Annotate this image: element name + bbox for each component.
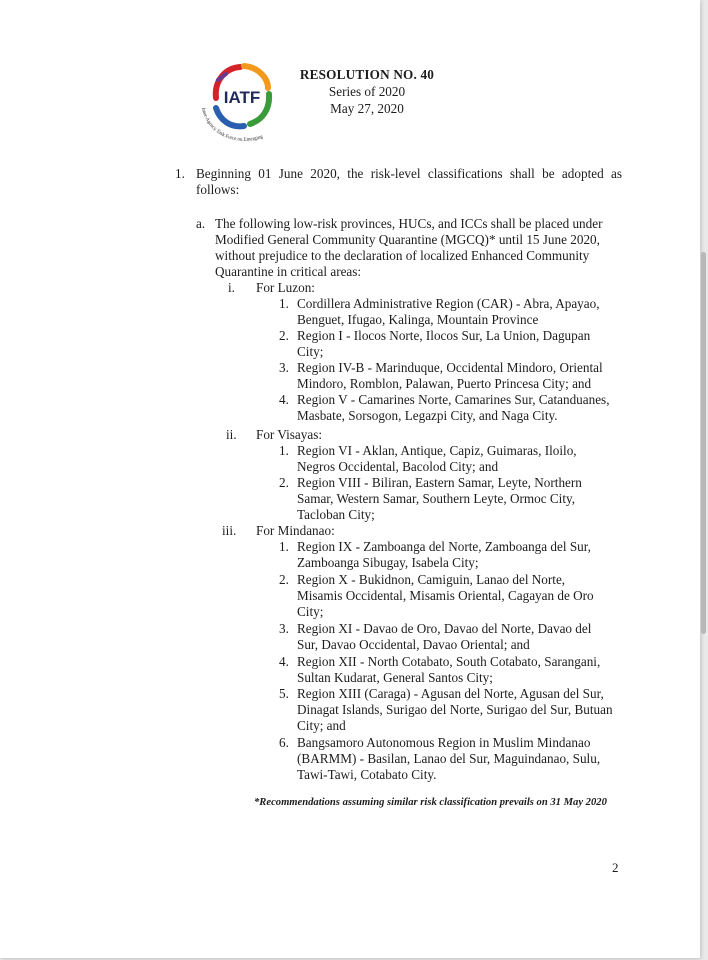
logo-text: IATF bbox=[223, 88, 261, 107]
item-1-marker: 1. bbox=[175, 166, 185, 181]
item-a-line-1: The following low-risk provinces, HUCs, and ICCs shall be placed under bbox=[215, 216, 603, 231]
visayas-item-2-marker: 2. bbox=[279, 475, 289, 490]
visayas-item-2-line-3: Tacloban City; bbox=[297, 507, 375, 522]
mindanao-item-1-line-2: Zamboanga Sibugay, Isabela City; bbox=[297, 555, 479, 570]
mindanao-item-4-line-1: Region XII - North Cotabato, South Cotabato, Sarangani, bbox=[297, 654, 601, 669]
luzon-item-3-line-1: Region IV-B - Marinduque, Occidental Mindoro, Oriental bbox=[297, 360, 603, 375]
item-a-line-4: Quarantine in critical areas: bbox=[215, 264, 362, 279]
luzon-item-2-line-2: City; bbox=[297, 344, 324, 359]
mindanao-item-6-line-1: Bangsamoro Autonomous Region in Muslim Mindanao bbox=[297, 735, 591, 750]
resolution-series: Series of 2020 bbox=[328, 84, 406, 99]
mindanao-item-2-line-2: Misamis Occidental, Misamis Oriental, Cagayan de Oro bbox=[297, 588, 594, 603]
luzon-item-1-line-1: Cordillera Administrative Region (CAR) - Abra, Apayao, bbox=[297, 296, 600, 311]
visayas-item-1-marker: 1. bbox=[279, 443, 289, 458]
luzon-item-4-line-2: Masbate, Sorsogon, Legazpi City, and Naga City. bbox=[297, 408, 558, 423]
item-a-line-2: Modified General Community Quarantine (MGCQ)* until 15 June 2020, bbox=[215, 232, 600, 247]
visayas-marker: ii. bbox=[226, 427, 237, 442]
mindanao-item-6-marker: 6. bbox=[279, 735, 289, 750]
footnote: *Recommendations assuming similar risk classification prevails on 31 May 2020 bbox=[254, 797, 607, 808]
mindanao-item-1-line-1: Region IX - Zamboanga del Norte, Zamboanga del Sur, bbox=[297, 539, 591, 554]
luzon-item-1-line-2: Benguet, Ifugao, Kalinga, Mountain Province bbox=[297, 312, 539, 327]
logo-ring-text: Inter-Agency Task Force on Emerging bbox=[200, 107, 264, 143]
luzon-item-2-marker: 2. bbox=[279, 328, 289, 343]
scrollbar[interactable] bbox=[701, 252, 706, 634]
mindanao-item-3-line-1: Region XI - Davao de Oro, Davao del Norte, Davao del bbox=[297, 621, 592, 636]
mindanao-item-5-line-3: City; and bbox=[297, 718, 346, 733]
mindanao-marker: iii. bbox=[222, 523, 237, 538]
mindanao-item-5-line-2: Dinagat Islands, Surigao del Norte, Surigao del Sur, Butuan bbox=[297, 702, 613, 717]
visayas-item-1-line-1: Region VI - Aklan, Antique, Capiz, Guimaras, Iloilo, bbox=[297, 443, 577, 458]
resolution-number: RESOLUTION NO. 40 bbox=[299, 67, 435, 82]
luzon-item-4-marker: 4. bbox=[279, 392, 289, 407]
mindanao-item-4-line-2: Sultan Kudarat, General Santos City; bbox=[297, 670, 493, 685]
page-number: 2 bbox=[612, 860, 619, 875]
visayas-item-2-line-1: Region VIII - Biliran, Eastern Samar, Leyte, Northern bbox=[297, 475, 582, 490]
mindanao-item-6-line-3: Tawi-Tawi, Cotabato City. bbox=[297, 767, 437, 782]
luzon-marker: i. bbox=[228, 280, 235, 295]
mindanao-item-6-line-2: (BARMM) - Basilan, Lanao del Sur, Maguindanao, Sulu, bbox=[297, 751, 601, 766]
item-1-line-2: follows: bbox=[196, 182, 240, 197]
mindanao-item-2-line-1: Region X - Bukidnon, Camiguin, Lanao del Norte, bbox=[297, 572, 566, 587]
mindanao-item-4-marker: 4. bbox=[279, 654, 289, 669]
mindanao-item-2-marker: 2. bbox=[279, 572, 289, 587]
item-1-line-1: Beginning 01 June 2020, the risk-level classifications shall be adopted as bbox=[196, 166, 622, 181]
mindanao-item-3-line-2: Sur, Davao Occidental, Davao Oriental; and bbox=[297, 637, 530, 652]
visayas-item-2-line-2: Samar, Western Samar, Southern Leyte, Ormoc City, bbox=[297, 491, 576, 506]
mindanao-item-5-line-1: Region XIII (Caraga) - Agusan del Norte, Agusan del Sur, bbox=[297, 686, 604, 701]
resolution-header bbox=[292, 66, 442, 117]
mindanao-label: For Mindanao: bbox=[256, 523, 335, 538]
iatf-logo-graphic bbox=[196, 58, 286, 150]
luzon-label: For Luzon: bbox=[256, 280, 315, 295]
mindanao-item-3-marker: 3. bbox=[279, 621, 289, 636]
mindanao-item-5-marker: 5. bbox=[279, 686, 289, 701]
luzon-item-4-line-1: Region V - Camarines Norte, Camarines Sur, Catanduanes, bbox=[297, 392, 610, 407]
iatf-logo bbox=[196, 58, 286, 150]
visayas-item-1-line-2: Negros Occidental, Bacolod City; and bbox=[297, 459, 499, 474]
luzon-item-2-line-1: Region I - Ilocos Norte, Ilocos Sur, La Union, Dagupan bbox=[297, 328, 591, 343]
mindanao-item-1-marker: 1. bbox=[279, 539, 289, 554]
luzon-item-3-line-2: Mindoro, Romblon, Palawan, Puerto Princesa City; and bbox=[297, 376, 592, 391]
item-a-marker: a. bbox=[196, 216, 206, 231]
visayas-label: For Visayas: bbox=[256, 427, 323, 442]
item-a-line-3: without prejudice to the declaration of localized Enhanced Community bbox=[215, 248, 590, 263]
luzon-item-1-marker: 1. bbox=[279, 296, 289, 311]
mindanao-item-2-line-3: City; bbox=[297, 604, 324, 619]
luzon-item-3-marker: 3. bbox=[279, 360, 289, 375]
resolution-date: May 27, 2020 bbox=[330, 101, 404, 116]
